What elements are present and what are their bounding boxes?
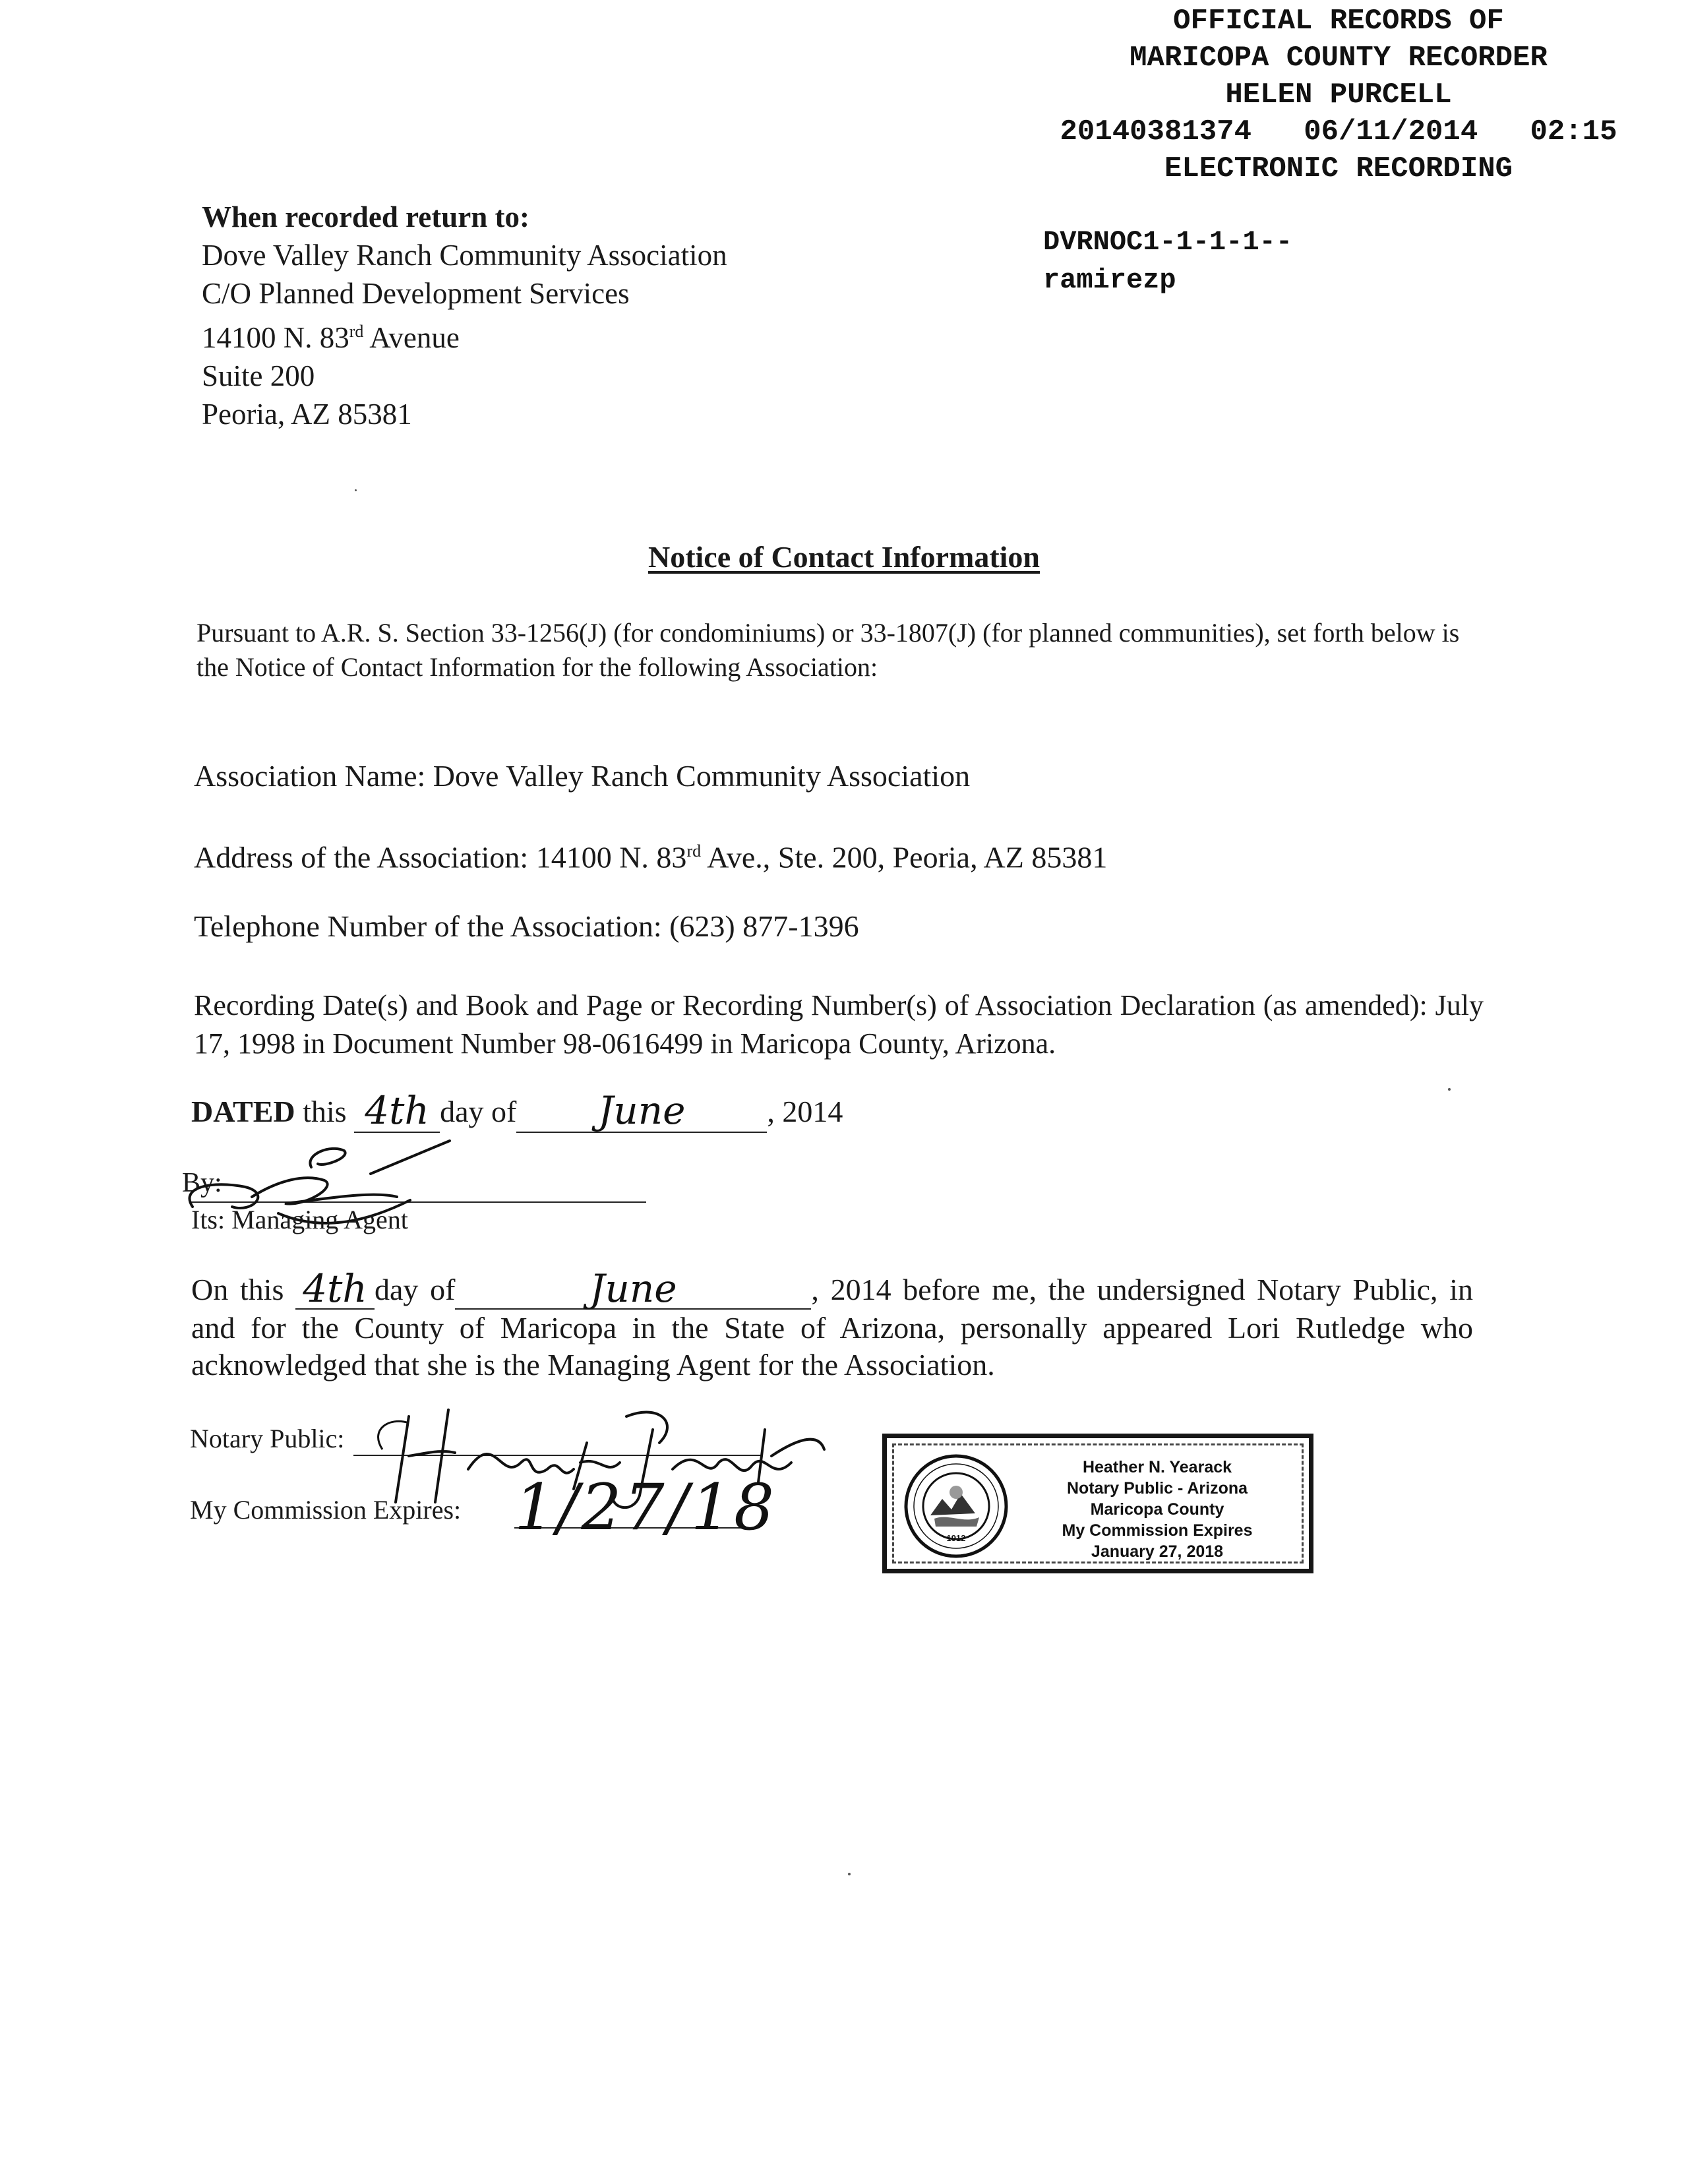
notary-on-this: On this [191, 1273, 296, 1306]
return-line-4: Suite 200 [202, 359, 315, 392]
association-name: Association Name: Dove Valley Ranch Community Association [194, 759, 971, 793]
notary-day-blank [295, 1266, 375, 1311]
return-line-5: Peoria, AZ 85381 [202, 398, 412, 431]
intro-paragraph: Pursuant to A.R. S. Section 33-1256(J) (for condominiums) or 33-1807(J) (for planned communities), set forth below is the Notice of Contact Information for the following Association: [196, 618, 1460, 682]
dated-day-of: day of [440, 1095, 517, 1128]
address-text: Address of the Association: 14100 N. 83 [194, 840, 687, 874]
recorder-header [1002, 3, 1675, 187]
stamp-expires-date: January 27, 2018 [1091, 1542, 1224, 1561]
scan-speck [355, 489, 357, 491]
notary-acknowledgment-text: , 2014 before me, the undersigned Notary Public, in and for the County of Maricopa in the State of Arizona, personally appeared Lori Rutledge who acknowledged that she is the Managing Agent for the Association. [191, 1273, 1473, 1381]
handwritten-notary-day: 4th [303, 1266, 367, 1311]
dated-this: this [295, 1095, 355, 1128]
return-street: 14100 N. 83 [202, 321, 349, 354]
commission-expires-label: My Commission Expires: [190, 1495, 462, 1525]
scan-speck [1448, 1088, 1451, 1091]
dated-label: DATED [191, 1095, 295, 1128]
ordinal-suffix: rd [349, 322, 364, 341]
association-address [194, 832, 1107, 876]
return-line-1: Dove Valley Ranch Community Association [202, 239, 727, 272]
stamp-notary-name: Heather N. Yearack [1082, 1458, 1232, 1476]
return-line-2: C/O Planned Development Services [202, 277, 630, 310]
month-blank [516, 1088, 767, 1133]
association-phone: Telephone Number of the Association: (623) 877-1396 [194, 909, 859, 943]
return-address-block [202, 198, 727, 433]
handwritten-day: 4th [365, 1088, 429, 1133]
day-blank [354, 1088, 440, 1133]
its-managing-agent: Its: Managing Agent [191, 1205, 408, 1234]
dated-line [191, 1088, 843, 1133]
recording-reference [1043, 223, 1292, 299]
handwritten-expiration-date: 1/27/18 [514, 1471, 777, 1544]
recorder-line-2: MARICOPA COUNTY RECORDER [1130, 42, 1548, 75]
notary-day-of: day of [375, 1273, 456, 1306]
handwritten-notary-month: June [589, 1266, 677, 1311]
recording-ref-user: ramirezp [1043, 264, 1176, 296]
arizona-state-seal [903, 1453, 1010, 1560]
scan-speck [848, 1873, 851, 1875]
recorder-line-3: HELEN PURCELL [1225, 78, 1452, 111]
document-title-text: Notice of Contact Information [648, 540, 1040, 574]
handwritten-month: June [598, 1088, 686, 1133]
recorder-line-5: ELECTRONIC RECORDING [1164, 152, 1513, 185]
return-line-3 [202, 313, 727, 357]
return-label: When recorded return to: [202, 200, 529, 233]
recording-ref-code: DVRNOC1-1-1-1-- [1043, 226, 1293, 258]
address-text-rest: Ave., Ste. 200, Peoria, AZ 85381 [701, 840, 1108, 874]
recorder-line-1: OFFICIAL RECORDS OF [1173, 5, 1504, 38]
notary-acknowledgment [191, 1266, 1473, 1383]
notary-month-blank [455, 1266, 811, 1311]
notary-public-label: Notary Public: [190, 1424, 345, 1453]
stamp-title: Notary Public - Arizona [1066, 1479, 1248, 1498]
stamp-text [1019, 1457, 1296, 1562]
declaration-paragraph: Recording Date(s) and Book and Page or Recording Number(s) of Association Declaration (as amended): July 17, 1998 in Document Number 98-0616499 in Maricopa County, Arizona. [194, 989, 1484, 1060]
stamp-expires-label: My Commission Expires [1062, 1521, 1253, 1540]
notary-stamp [882, 1434, 1313, 1573]
ordinal-suffix: rd [686, 841, 702, 861]
stamp-county: Maricopa County [1090, 1500, 1224, 1519]
recording-number-date-time: 20140381374 06/11/2014 02:15 [1060, 115, 1617, 148]
document-title [0, 539, 1688, 574]
dated-year: , 2014 [767, 1095, 843, 1128]
return-street-type: Avenue [363, 321, 460, 354]
svg-text:1912: 1912 [946, 1533, 966, 1543]
by-label: By: [182, 1168, 222, 1198]
